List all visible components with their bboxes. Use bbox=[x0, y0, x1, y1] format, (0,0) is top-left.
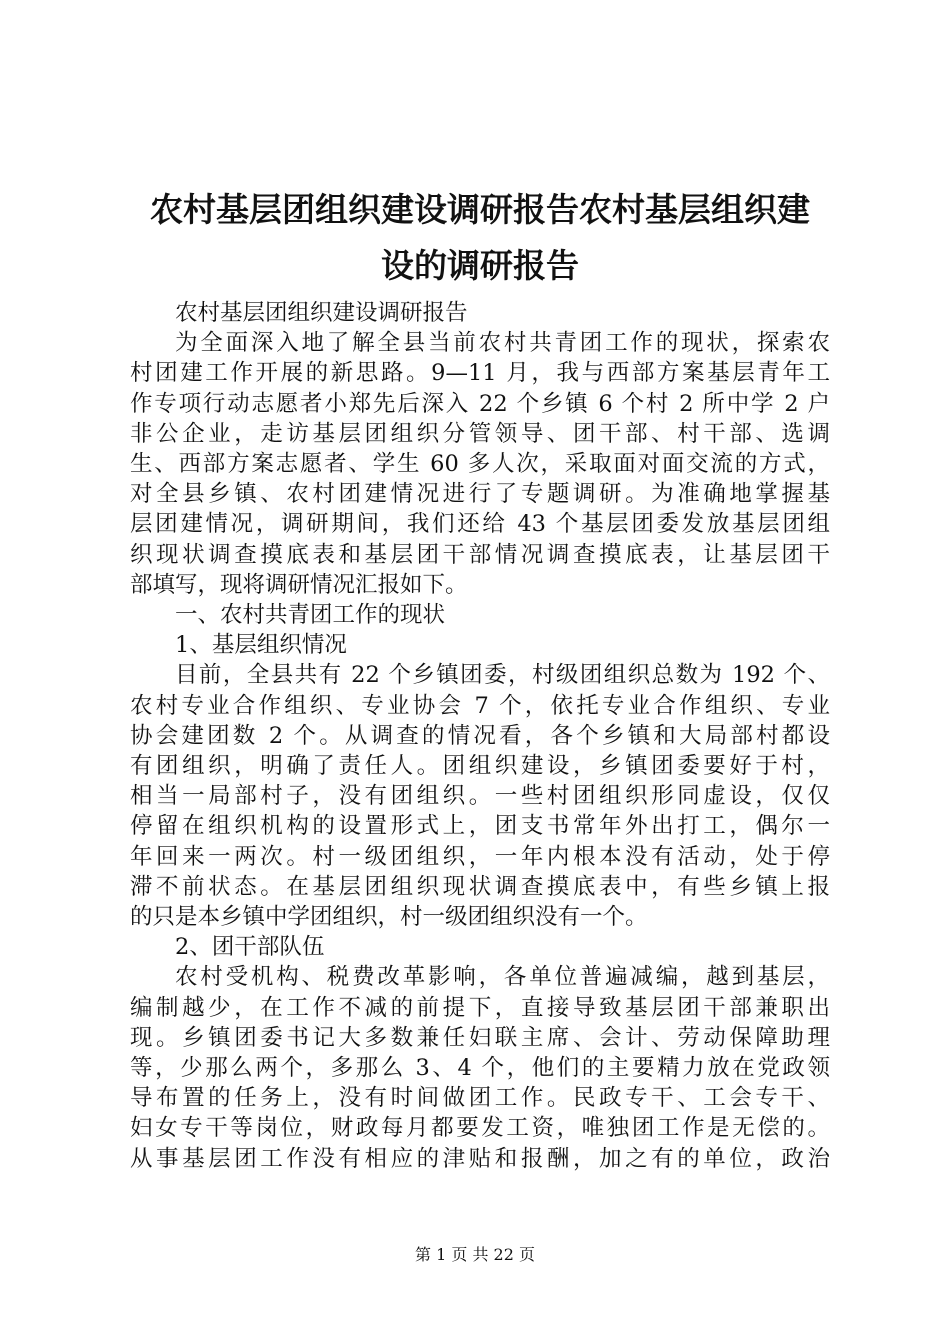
intro-line: 对全县乡镇、农村团建情况进行了专题调研。为准确地掌握基 bbox=[130, 481, 830, 508]
org-status-line: 目前，全县共有 22 个乡镇团委，村级团组织总数为 192 个、 bbox=[175, 662, 830, 689]
cadre-line: 等，少那么两个，多那么 3、4 个，他们的主要精力放在党政领 bbox=[130, 1055, 830, 1082]
intro-paragraph bbox=[130, 328, 830, 600]
intro-line: 村团建工作开展的新思路。9—11 月，我与西部方案基层青年工 bbox=[130, 360, 830, 387]
org-status-line: 有团组织，明确了责任人。团组织建设，乡镇团委要好于村， bbox=[130, 753, 830, 780]
subsection-heading: 1、基层组织情况 bbox=[175, 632, 347, 659]
cadre-line: 编制越少，在工作不减的前提下，直接导致基层团干部兼职出 bbox=[130, 994, 830, 1021]
org-status-line: 协会建团数 2 个。从调查的情况看，各个乡镇和大局部村都设 bbox=[130, 722, 830, 749]
cadre-line: 农村受机构、税费改革影响，各单位普遍减编，越到基层， bbox=[175, 964, 830, 991]
intro-line: 织现状调查摸底表和基层团干部情况调查摸底表，让基层团干 bbox=[130, 541, 830, 568]
title-line-1: 农村基层团组织建设调研报告农村基层组织建 bbox=[150, 190, 810, 229]
intro-line: 作专项行动志愿者小郑先后深入 22 个乡镇 6 个村 2 所中学 2 户 bbox=[130, 390, 830, 417]
org-status-line: 相当一局部村子，没有团组织。一些村团组织形同虚设，仅仅 bbox=[130, 783, 830, 810]
document-title bbox=[120, 182, 840, 294]
intro-line: 部填写，现将调研情况汇报如下。 bbox=[130, 571, 468, 598]
org-status-line: 年回来一两次。村一级团组织，一年内根本没有活动，处于停 bbox=[130, 843, 830, 870]
report-subtitle: 农村基层团组织建设调研报告 bbox=[175, 300, 468, 326]
intro-line: 层团建情况，调研期间，我们还给 43 个基层团委发放基层团组 bbox=[130, 511, 830, 538]
org-status-line: 的只是本乡镇中学团组织，村一级团组织没有一个。 bbox=[130, 904, 648, 931]
intro-line: 为全面深入地了解全县当前农村共青团工作的现状，探索农 bbox=[175, 330, 830, 357]
section-heading: 一、农村共青团工作的现状 bbox=[175, 602, 446, 629]
subsection-heading: 2、团干部队伍 bbox=[175, 934, 325, 961]
intro-line: 非公企业，走访基层团组织分管领导、团干部、村干部、选调 bbox=[130, 420, 830, 447]
cadre-line: 妇女专干等岗位，财政每月都要发工资，唯独团工作是无偿的。 bbox=[130, 1115, 830, 1142]
cadre-line: 导布置的任务上，没有时间做团工作。民政专干、工会专干、 bbox=[130, 1085, 830, 1112]
org-status-line: 农村专业合作组织、专业协会 7 个，依托专业合作组织、专业 bbox=[130, 692, 830, 719]
document-body bbox=[130, 298, 830, 1174]
intro-line: 生、西部方案志愿者、学生 60 多人次，采取面对面交流的方式， bbox=[130, 451, 830, 478]
cadre-line: 从事基层团工作没有相应的津贴和报酬，加之有的单位，政治 bbox=[130, 1145, 830, 1172]
cadre-paragraph bbox=[130, 962, 830, 1173]
cadre-line: 现。乡镇团委书记大多数兼任妇联主席、会计、劳动保障助理 bbox=[130, 1024, 830, 1051]
org-status-line: 停留在组织机构的设置形式上，团支书常年外出打工，偶尔一 bbox=[130, 813, 830, 840]
org-status-paragraph bbox=[130, 660, 830, 932]
title-line-2: 设的调研报告 bbox=[381, 246, 579, 285]
org-status-line: 滞不前状态。在基层团组织现状调查摸底表中，有些乡镇上报 bbox=[130, 873, 830, 900]
page-footer: 第 1 页 共 22 页 bbox=[415, 1245, 535, 1264]
